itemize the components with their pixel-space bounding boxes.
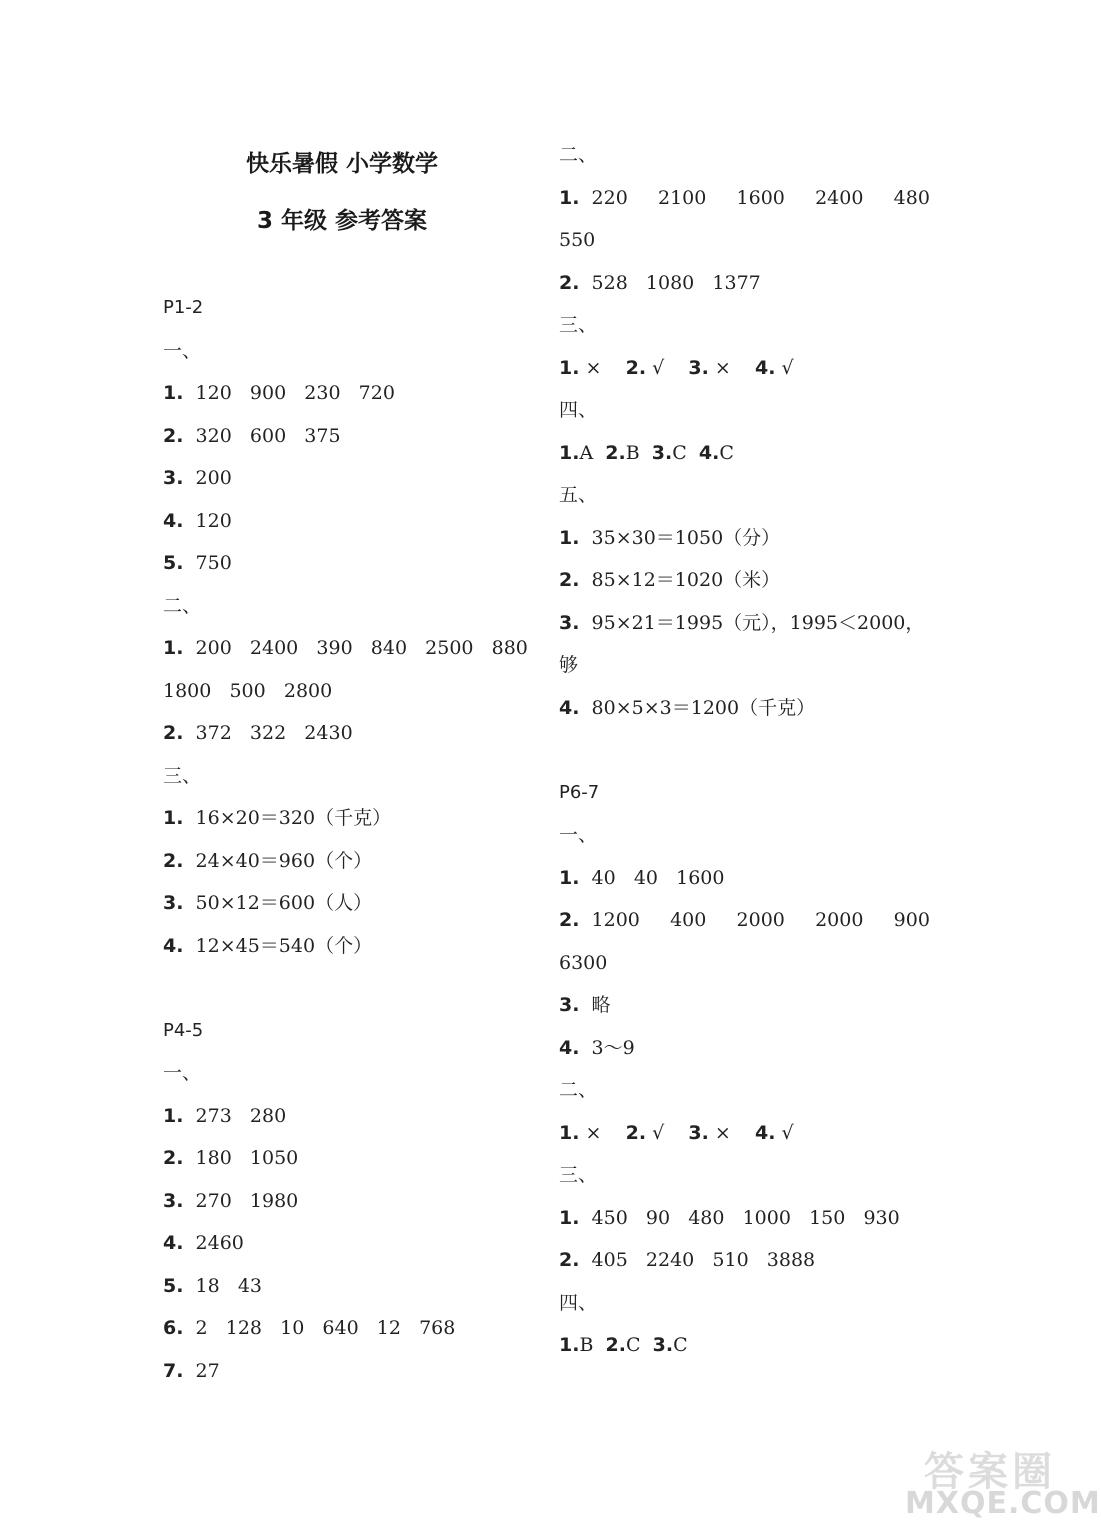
answer-number: 4. xyxy=(754,357,776,379)
answer-item xyxy=(163,1316,455,1340)
answer-number: 2. xyxy=(163,722,184,744)
answer-number: 4. xyxy=(698,442,720,464)
answer-number: 6. xyxy=(163,1317,184,1339)
answer-number: 1. xyxy=(559,1122,580,1144)
answer-number: 2. xyxy=(163,850,184,872)
answer-number: 2. xyxy=(559,909,580,931)
answer-number: 1. xyxy=(559,442,580,464)
answer-choice: √ xyxy=(646,357,665,379)
answer-text: 200 xyxy=(183,467,232,489)
answer-text: 18 43 xyxy=(183,1275,263,1297)
answer-number: 1. xyxy=(559,527,580,549)
answer-text: 12×45＝540（个） xyxy=(183,935,373,957)
answer-number: 1. xyxy=(559,1334,580,1356)
answer-number: 1. xyxy=(163,382,184,404)
section-heading: 二、 xyxy=(163,595,202,617)
answer-number: 3. xyxy=(652,1334,674,1356)
spacer xyxy=(641,1334,653,1356)
section-heading: 一、 xyxy=(163,340,202,362)
section-heading: 一、 xyxy=(163,1062,202,1084)
answer-row xyxy=(559,356,794,380)
answer-row xyxy=(559,1333,688,1357)
answer-text: 50×12＝600（人） xyxy=(183,892,373,914)
answer-number: 2. xyxy=(625,357,647,379)
answer-choice: √ xyxy=(646,1122,665,1144)
answer-continuation xyxy=(163,679,332,703)
answer-item xyxy=(559,526,780,550)
answer-number: 4. xyxy=(163,935,184,957)
answer-text: 85×12＝1020（米） xyxy=(579,569,781,591)
answer-choice: × xyxy=(579,1122,602,1144)
answer-number: 4. xyxy=(163,1232,184,1254)
answer-text: 2460 xyxy=(183,1232,244,1254)
answer-text: 40 40 1600 xyxy=(579,867,725,889)
answer-item xyxy=(163,551,232,575)
answer-number: 2. xyxy=(163,425,184,447)
answer-continuation xyxy=(559,951,607,975)
answer-text: 16×20＝320（千克） xyxy=(183,807,392,829)
answer-row xyxy=(559,441,734,465)
answer-item xyxy=(559,1206,900,1230)
answer-number: 2. xyxy=(625,1122,647,1144)
answer-number: 1. xyxy=(559,1207,580,1229)
spacer xyxy=(664,1122,688,1144)
answer-text: 3～9 xyxy=(579,1037,635,1059)
answer-text: 24×40＝960（个） xyxy=(183,850,373,872)
watermark xyxy=(905,1440,1101,1522)
answer-row xyxy=(559,1121,794,1145)
answer-number: 2. xyxy=(559,569,580,591)
answer-choice: × xyxy=(708,1122,731,1144)
answer-number: 2. xyxy=(559,272,580,294)
answer-text: 略 xyxy=(579,994,611,1016)
section-heading: 三、 xyxy=(559,314,598,336)
answer-item xyxy=(163,466,232,490)
answer-text: 405 2240 510 3888 xyxy=(579,1249,816,1271)
page-range-heading: P6-7 xyxy=(559,782,600,803)
answer-item xyxy=(163,1231,244,1255)
spacer xyxy=(664,357,688,379)
answer-item xyxy=(163,891,372,915)
answer-number: 3. xyxy=(559,994,580,1016)
answer-number: 1. xyxy=(559,357,580,379)
answer-text: 320 600 375 xyxy=(183,425,341,447)
answer-item xyxy=(163,849,372,873)
answer-number: 3. xyxy=(559,612,580,634)
page-subtitle: 3 年级 参考答案 xyxy=(256,208,428,234)
answer-text: 180 1050 xyxy=(183,1147,299,1169)
answer-item xyxy=(163,806,391,830)
answer-number: 4. xyxy=(559,697,580,719)
answer-item xyxy=(163,1104,286,1128)
answer-choice: C xyxy=(673,1334,688,1356)
answer-number: 2. xyxy=(559,1249,580,1271)
answer-number: 3. xyxy=(163,892,184,914)
answer-text: 120 xyxy=(183,510,232,532)
answer-choice: C xyxy=(719,442,734,464)
section-heading: 二、 xyxy=(559,144,598,166)
answer-choice: B xyxy=(579,1334,594,1356)
answer-text: 95×21＝1995（元），1995＜2000， xyxy=(579,612,925,634)
answer-item xyxy=(559,271,761,295)
answer-number: 1. xyxy=(163,1105,184,1127)
answer-number: 4. xyxy=(163,510,184,532)
answer-item xyxy=(559,993,611,1017)
answer-choice: B xyxy=(625,442,640,464)
watermark-logo: 答案圈 xyxy=(924,1449,1056,1495)
answer-item xyxy=(559,866,724,890)
answer-text: 80×5×3＝1200（千克） xyxy=(579,697,816,719)
answer-number: 4. xyxy=(754,1122,776,1144)
answer-number: 2. xyxy=(605,442,626,464)
answer-number: 3. xyxy=(163,467,184,489)
answer-item xyxy=(163,934,372,958)
answer-number: 5. xyxy=(163,552,184,574)
section-heading: 二、 xyxy=(559,1079,598,1101)
section-heading: 四、 xyxy=(559,399,598,421)
spacer xyxy=(601,357,625,379)
answer-number: 5. xyxy=(163,1275,184,1297)
answer-item xyxy=(559,186,930,210)
spacer xyxy=(731,357,755,379)
answer-text: 750 xyxy=(183,552,232,574)
section-heading: 三、 xyxy=(163,765,202,787)
answer-number: 2. xyxy=(163,1147,184,1169)
answer-number: 1. xyxy=(559,187,580,209)
answer-text: 372 322 2430 xyxy=(183,722,353,744)
answer-number: 4. xyxy=(559,1037,580,1059)
answer-text: 200 2400 390 840 2500 880 xyxy=(183,637,528,659)
answer-text: 27 xyxy=(183,1360,220,1382)
answer-number: 3. xyxy=(688,357,709,379)
answer-text: 1800 500 2800 xyxy=(163,680,333,702)
answer-item xyxy=(163,1359,220,1383)
answer-number: 7. xyxy=(163,1360,184,1382)
answer-choice: √ xyxy=(775,1122,794,1144)
page-range-heading: P4-5 xyxy=(163,1020,204,1041)
answer-text: 120 900 230 720 xyxy=(183,382,395,404)
answer-number: 1. xyxy=(559,867,580,889)
page-title: 快乐暑假 小学数学 xyxy=(245,151,438,177)
answer-item xyxy=(559,611,924,635)
spacer xyxy=(687,442,699,464)
spacer xyxy=(640,442,652,464)
spacer xyxy=(601,1122,625,1144)
answer-choice: A xyxy=(579,442,594,464)
page-range-heading: P1-2 xyxy=(163,297,204,318)
section-heading: 三、 xyxy=(559,1164,598,1186)
answer-item xyxy=(163,381,395,405)
answer-text: 够 xyxy=(559,654,579,676)
section-heading: 四、 xyxy=(559,1292,598,1314)
answer-continuation xyxy=(559,653,578,677)
answer-item xyxy=(163,509,232,533)
section-heading: 一、 xyxy=(559,824,598,846)
answer-number: 1. xyxy=(163,807,184,829)
spacer xyxy=(593,442,605,464)
answer-choice: × xyxy=(579,357,602,379)
spacer xyxy=(593,1334,605,1356)
spacer xyxy=(731,1122,755,1144)
answer-number: 3. xyxy=(688,1122,709,1144)
answer-item xyxy=(163,721,353,745)
answer-choice: × xyxy=(708,357,731,379)
answer-continuation xyxy=(559,228,595,252)
answer-number: 3. xyxy=(163,1190,184,1212)
answer-item xyxy=(559,1248,815,1272)
answer-item xyxy=(559,1036,635,1060)
answer-text: 1200 400 2000 2000 900 xyxy=(579,909,930,931)
answer-text: 450 90 480 1000 150 930 xyxy=(579,1207,900,1229)
answer-text: 550 xyxy=(559,229,596,251)
answer-item xyxy=(163,1189,298,1213)
answer-text: 528 1080 1377 xyxy=(579,272,761,294)
watermark-site: MXQE.COM xyxy=(905,1486,1101,1521)
answer-text: 270 1980 xyxy=(183,1190,299,1212)
answer-item xyxy=(163,1146,298,1170)
answer-item xyxy=(559,568,780,592)
answer-number: 2. xyxy=(605,1334,626,1356)
answer-text: 220 2100 1600 2400 480 xyxy=(579,187,930,209)
answer-item xyxy=(559,696,815,720)
answer-number: 1. xyxy=(163,637,184,659)
answer-choice: √ xyxy=(775,357,794,379)
answer-item xyxy=(163,1274,262,1298)
answer-text: 273 280 xyxy=(183,1105,287,1127)
answer-item xyxy=(559,908,930,932)
answer-text: 35×30＝1050（分） xyxy=(579,527,781,549)
answer-item xyxy=(163,424,341,448)
answer-item xyxy=(163,636,528,660)
section-heading: 五、 xyxy=(559,484,598,506)
answer-number: 3. xyxy=(651,442,673,464)
answer-choice: C xyxy=(672,442,687,464)
answer-choice: C xyxy=(625,1334,641,1356)
answer-text: 6300 xyxy=(559,952,608,974)
answer-text: 2 128 10 640 12 768 xyxy=(183,1317,456,1339)
